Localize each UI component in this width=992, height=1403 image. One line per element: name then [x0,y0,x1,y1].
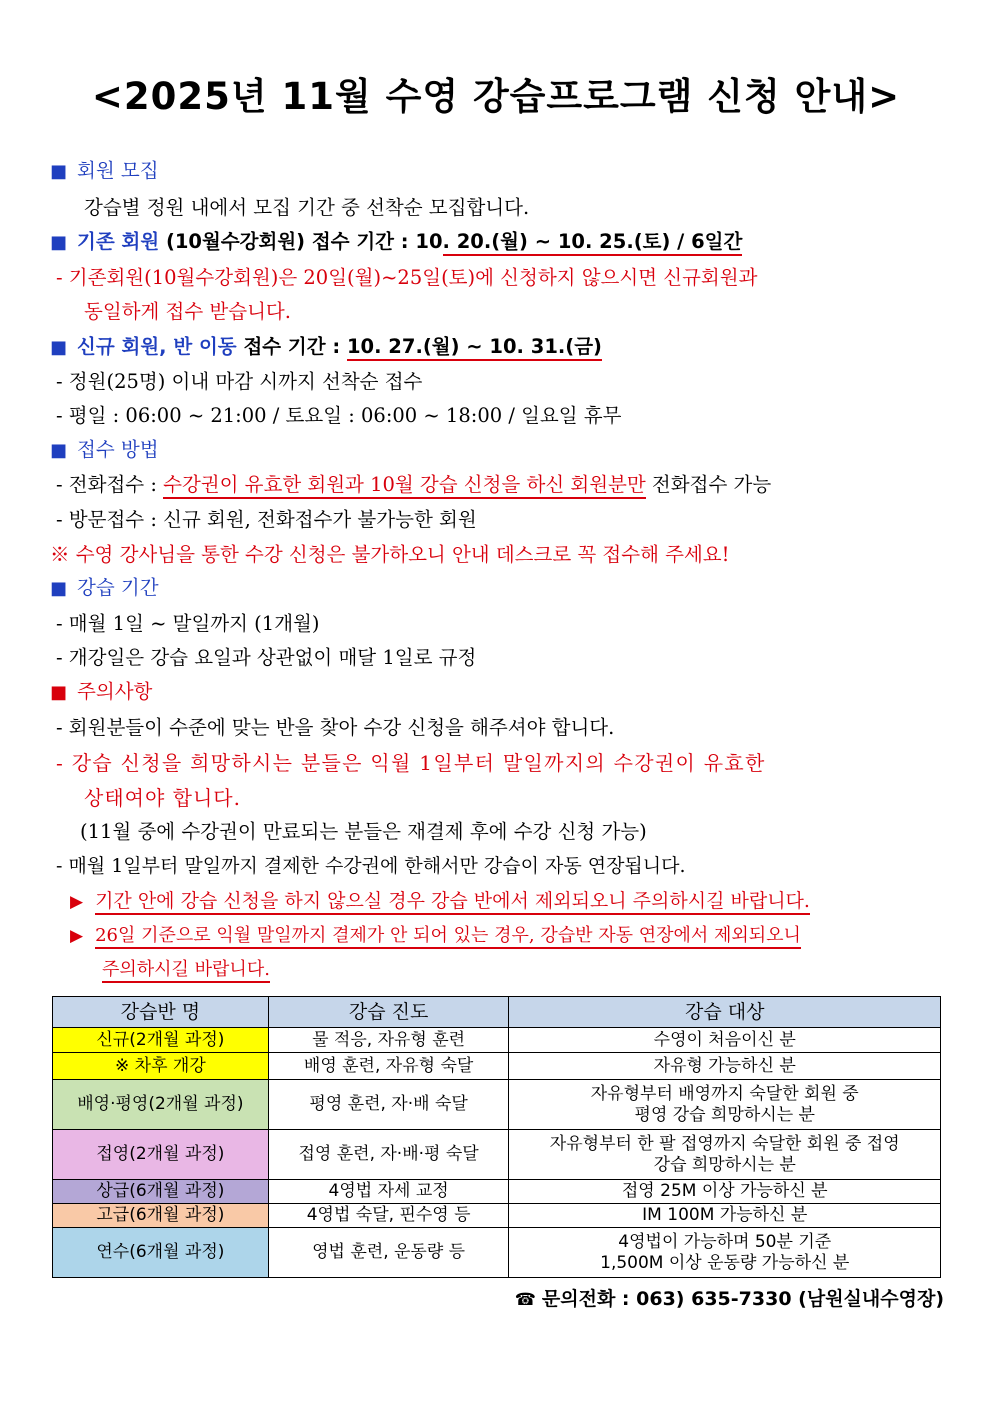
recruit-body: 강습별 정원 내에서 모집 기간 중 선착순 모집합니다. [84,196,530,219]
class-name-upper: 상급(6개월 과정) [53,1180,269,1204]
class-target-line2: 평영 강습 희망하시는 분 [634,1104,815,1125]
method-heading-text: 접수 방법 [77,438,159,461]
section-recruit-heading [50,155,159,183]
class-name-new: 신규(2개월 과정) [53,1028,269,1053]
section-period-heading [50,572,159,600]
method-phone-prefix: - 전화접수 : [56,473,164,496]
class-target-line1: 4영법이 가능하며 50분 기준 [618,1231,832,1252]
section-new-heading [50,331,602,359]
table-header-target: 강습 대상 [509,997,941,1028]
method-warning: ※ 수영 강사님을 통한 수강 신청은 불가하오니 안내 데스크로 꼭 접수해 주세요! [50,543,730,566]
class-name-advanced: 고급(6개월 과정) [53,1204,269,1228]
caution-bullet2 [70,921,801,947]
class-target: 접영 25M 이상 가능하신 분 [509,1180,941,1204]
table-row [53,1130,941,1180]
table-header-name: 강습반 명 [53,997,269,1028]
existing-note-line1: - 기존회원(10월수강회원)은 20일(월)~25일(토)에 신청하지 않으시면 신규회원과 [56,266,758,289]
square-bullet-icon: ■ [50,578,68,599]
caution-bullet1-text: 기간 안에 강습 신청을 하지 않으실 경우 강습 반에서 제외되오니 주의하시길 바랍니다. [95,890,810,915]
caution-line3: 상태여야 합니다. [84,786,241,810]
class-progress: 평영 훈련, 자·배 숙달 [268,1080,509,1130]
existing-period: . 20.(월) ~ 10. 25.(토) / 6일간 [443,230,743,256]
table-header-row [53,997,941,1028]
caution-line5: - 매월 1일부터 말일까지 결제한 수강권에 한해서만 강습이 자동 연장됩니다. [56,855,686,877]
square-bullet-icon: ■ [50,682,68,703]
period-line2: - 개강일은 강습 요일과 상관없이 매달 1일로 규정 [56,646,477,669]
caution-bullet2-cont [102,955,270,981]
recruit-heading-text: 회원 모집 [77,159,159,182]
table-row [53,1204,941,1228]
class-progress: 4영법 숙달, 핀수영 등 [268,1204,509,1228]
class-name-fly: 접영(2개월 과정) [53,1130,269,1180]
class-target: 자유형 가능하신 분 [509,1053,941,1080]
section-existing-heading [50,226,742,254]
square-bullet-icon: ■ [50,440,68,461]
method-phone-suffix: 전화접수 가능 [645,473,772,496]
caution-bullet2-line1: 26일 기준으로 익월 말일까지 결제가 안 되어 있는 경우, 강습반 자동 연장에서 제외되오니 [95,925,801,949]
class-target [509,1080,941,1130]
caution-line4: (11월 중에 수강권이 만료되는 분들은 재결제 후에 수강 신청 가능) [80,820,647,843]
section-method-heading [50,434,159,462]
new-line1: - 정원(25명) 이내 마감 시까지 선착순 접수 [56,370,423,393]
existing-heading-rest: (10월수강회원) 접수 기간 : 10 [159,230,443,253]
table-row [53,1228,941,1278]
phone-icon: ☎ [514,1290,536,1310]
caution-bullet2-line2: 주의하시길 바랍니다. [102,959,270,983]
caution-bullet1 [70,886,810,913]
table-row [53,1053,941,1080]
class-target-line1: 자유형부터 배영까지 숙달한 회원 중 [590,1083,859,1104]
triangle-right-icon: ▶ [70,926,84,946]
existing-heading-blue: 기존 회원 [77,230,160,253]
new-period: 10. 27.(월) ~ 10. 31.(금) [347,335,602,361]
table-header-progress: 강습 진도 [268,997,509,1028]
table-row [53,1028,941,1053]
table-row [53,1080,941,1130]
program-table [52,996,941,1278]
page-title: <2025년 11월 수영 강습프로그램 신청 안내> [91,75,901,118]
class-name-training: 연수(6개월 과정) [53,1228,269,1278]
class-progress: 배영 훈련, 자유형 숙달 [268,1053,509,1080]
class-progress: 4영법 자세 교정 [268,1180,509,1204]
class-target-line2: 강습 희망하시는 분 [653,1154,796,1175]
caution-line1: - 회원분들이 수준에 맞는 반을 찾아 수강 신청을 해주셔야 합니다. [56,716,615,739]
class-progress: 영법 훈련, 운동량 등 [268,1228,509,1278]
table-row [53,1180,941,1204]
caution-heading-text: 주의사항 [77,680,153,703]
class-target: 수영이 처음이신 분 [509,1028,941,1053]
square-bullet-icon: ■ [50,232,68,253]
class-target-line1: 자유형부터 한 팔 접영까지 숙달한 회원 중 접영 [549,1133,900,1154]
contact-line [515,1284,944,1311]
method-phone-highlight: 수강권이 유효한 회원과 10월 강습 신청을 하신 회원분만 [163,473,646,499]
existing-note-line2: 동일하게 접수 받습니다. [84,300,291,323]
period-line1: - 매월 1일 ~ 말일까지 (1개월) [56,612,320,635]
class-target-line2: 1,500M 이상 운동량 가능하신 분 [600,1252,850,1273]
class-target [509,1228,941,1278]
caution-line2: - 강습 신청을 희망하시는 분들은 익월 1일부터 말일까지의 수강권이 유효한 [56,751,766,775]
class-target: IM 100M 가능하신 분 [509,1204,941,1228]
new-heading-rest: 접수 기간 : [236,335,347,358]
class-name-back: 배영·평영(2개월 과정) [53,1080,269,1130]
period-heading-text: 강습 기간 [77,576,159,599]
new-heading-blue: 신규 회원, 반 이동 [77,335,237,358]
contact-text: 문의전화 : 063) 635-7330 (남원실내수영장) [541,1288,944,1310]
square-bullet-icon: ■ [50,337,68,358]
triangle-right-icon: ▶ [70,892,84,912]
section-caution-heading [50,676,152,704]
class-name-new-note: ※ 차후 개강 [53,1053,269,1080]
new-line2: - 평일 : 06:00 ~ 21:00 / 토요일 : 06:00 ~ 18:00 / 일요일 휴무 [56,404,622,427]
class-progress: 접영 훈련, 자·배·평 숙달 [268,1130,509,1180]
class-progress: 물 적응, 자유형 훈련 [268,1028,509,1053]
class-target [509,1130,941,1180]
method-phone [56,469,771,497]
square-bullet-icon: ■ [50,161,68,182]
method-visit: - 방문접수 : 신규 회원, 전화접수가 불가능한 회원 [56,508,477,531]
